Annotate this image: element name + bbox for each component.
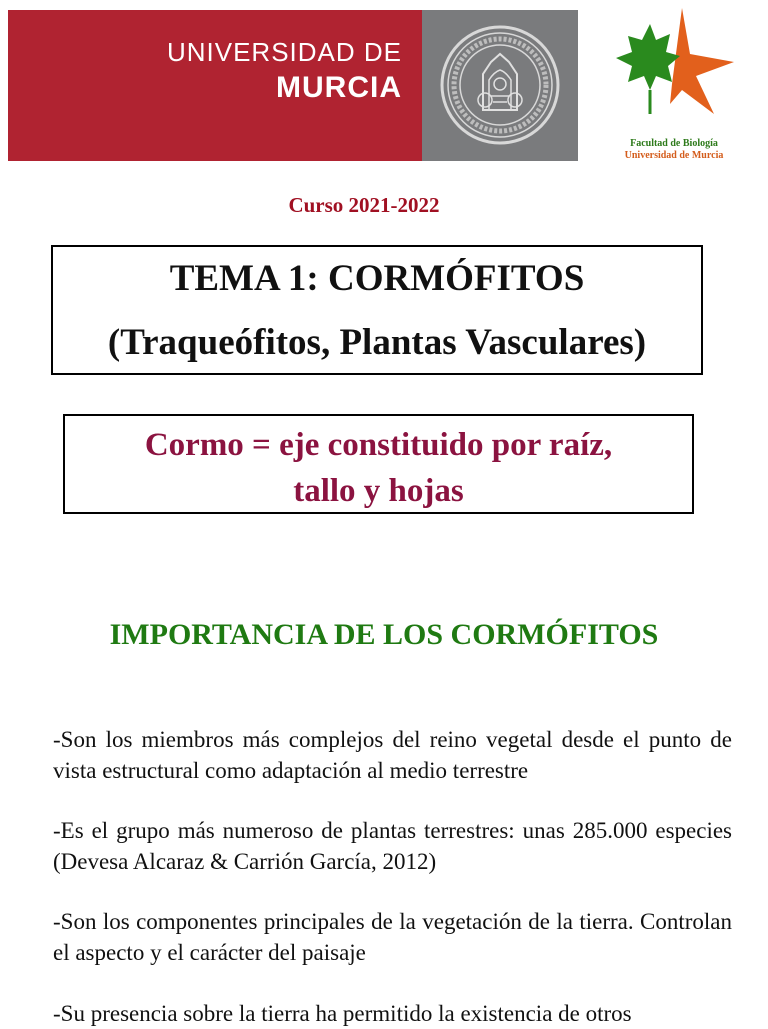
faculty-university-name: Universidad de Murcia xyxy=(624,150,724,161)
university-name-line1: UNIVERSIDAD DE xyxy=(166,37,402,67)
university-banner xyxy=(8,10,578,161)
paragraph: -Es el grupo más numeroso de plantas terrestres: unas 285.000 especies (Devesa Alcaraz & Carrión García, 2012) xyxy=(53,818,732,874)
section-heading: IMPORTANCIA DE LOS CORMÓFITOS xyxy=(109,618,659,651)
definition-line1: Cormo = eje constituido por raíz, xyxy=(144,427,613,463)
university-seal xyxy=(422,10,578,161)
paragraph: -Son los miembros más complejos del reino vegetal desde el punto de vista estructural como adaptación al medio terrestre xyxy=(53,727,732,783)
paragraph: -Son los componentes principales de la vegetación de la tierra. Controlan el aspecto y el carácter del paisaje xyxy=(53,909,732,965)
definition-line2: tallo y hojas xyxy=(293,473,464,509)
leaf-star-icon xyxy=(610,6,738,134)
topic-title: TEMA 1: CORMÓFITOS xyxy=(169,258,585,299)
university-name-line2: MURCIA xyxy=(276,70,402,104)
seal-icon xyxy=(439,24,561,146)
definition-box xyxy=(63,414,694,514)
paragraph: -Su presencia sobre la tierra ha permitido la existencia de otros xyxy=(53,1001,632,1026)
faculty-logo xyxy=(606,6,742,164)
university-name xyxy=(140,38,402,104)
topic-subtitle: (Traqueófitos, Plantas Vasculares) xyxy=(107,322,647,363)
topic-box xyxy=(51,245,703,375)
faculty-name: Facultad de Biología xyxy=(630,138,718,149)
course-year: Curso 2021-2022 xyxy=(288,193,440,217)
